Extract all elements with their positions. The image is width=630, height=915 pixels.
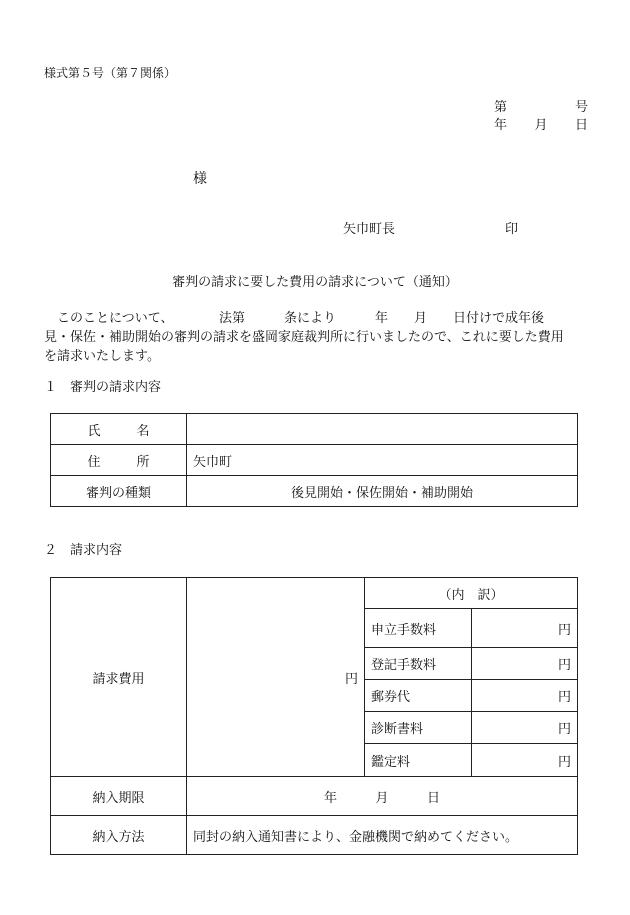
- document-date: [494, 119, 588, 132]
- address-value: 矢巾町: [187, 445, 578, 476]
- breakdown-header: （内 訳）: [365, 578, 578, 609]
- table-row: [51, 816, 578, 855]
- breakdown-item-name: 郵券代: [365, 680, 472, 712]
- name-label-b: 名: [136, 423, 150, 439]
- table-row: [51, 578, 578, 609]
- table-row: [51, 777, 578, 816]
- document-number: [494, 101, 588, 119]
- body-paragraph: [44, 309, 590, 366]
- cost-amount: 円: [187, 578, 365, 777]
- section-2-heading: ２ 請求内容: [44, 543, 123, 558]
- payment-method-label: 納入方法: [51, 816, 187, 855]
- breakdown-item-name: 登記手数料: [365, 648, 472, 680]
- deadline-year: 年: [324, 790, 338, 806]
- doc-no-prefix: 第: [494, 100, 508, 115]
- breakdown-item-amount: 円: [471, 648, 578, 680]
- table-row: [51, 476, 578, 507]
- date-day: 日: [574, 118, 588, 133]
- deadline-label: 納入期限: [51, 777, 187, 816]
- table-row: [51, 414, 578, 445]
- name-label-a: 氏: [87, 423, 101, 439]
- recipient-honorific: 様: [193, 171, 207, 187]
- cost-label: 請求費用: [51, 578, 187, 777]
- adjudication-type-label: 審判の種類: [51, 476, 187, 507]
- address-label-a: 住: [87, 454, 101, 470]
- section-1-heading: １ 審判の請求内容: [44, 380, 162, 395]
- deadline-day: 日: [426, 790, 440, 806]
- name-value: [187, 414, 578, 445]
- breakdown-item-amount: 円: [471, 609, 578, 648]
- deadline-month: 月: [375, 790, 389, 806]
- address-label: [51, 445, 187, 476]
- deadline-value: [187, 777, 578, 816]
- breakdown-item-name: 鑑定料: [365, 744, 472, 777]
- breakdown-item-name: 診断書料: [365, 712, 472, 744]
- payment-method-value: 同封の納入通知書により、金融機関で納めてください。: [187, 816, 578, 855]
- doc-no-suffix: 号: [574, 100, 588, 115]
- adjudication-type-value: 後見開始・保佐開始・補助開始: [187, 476, 578, 507]
- seal-mark: 印: [505, 222, 519, 237]
- breakdown-item-amount: 円: [471, 744, 578, 777]
- date-month: 月: [534, 118, 548, 133]
- table-row: [51, 445, 578, 476]
- body-line-2: 見・保佐・補助開始の審判の請求を盛岡家庭裁判所に行いましたので、これに要した費用: [44, 330, 564, 345]
- breakdown-item-amount: 円: [471, 712, 578, 744]
- date-year: 年: [494, 118, 508, 133]
- breakdown-item-amount: 円: [471, 680, 578, 712]
- name-label: [51, 414, 187, 445]
- document-title: 審判の請求に要した費用の請求について（通知）: [172, 275, 458, 290]
- sender-name: 矢巾町長: [343, 222, 396, 237]
- body-line-3: を請求いたします。: [44, 349, 160, 364]
- billing-details-table: [50, 577, 578, 855]
- form-number: 様式第５号（第７関係）: [44, 66, 177, 80]
- request-details-table: [50, 413, 578, 507]
- body-line-1: このことについて、 法第 条により 年 月 日付けで成年後: [44, 311, 544, 326]
- address-label-b: 所: [136, 454, 150, 470]
- breakdown-item-name: 申立手数料: [365, 609, 472, 648]
